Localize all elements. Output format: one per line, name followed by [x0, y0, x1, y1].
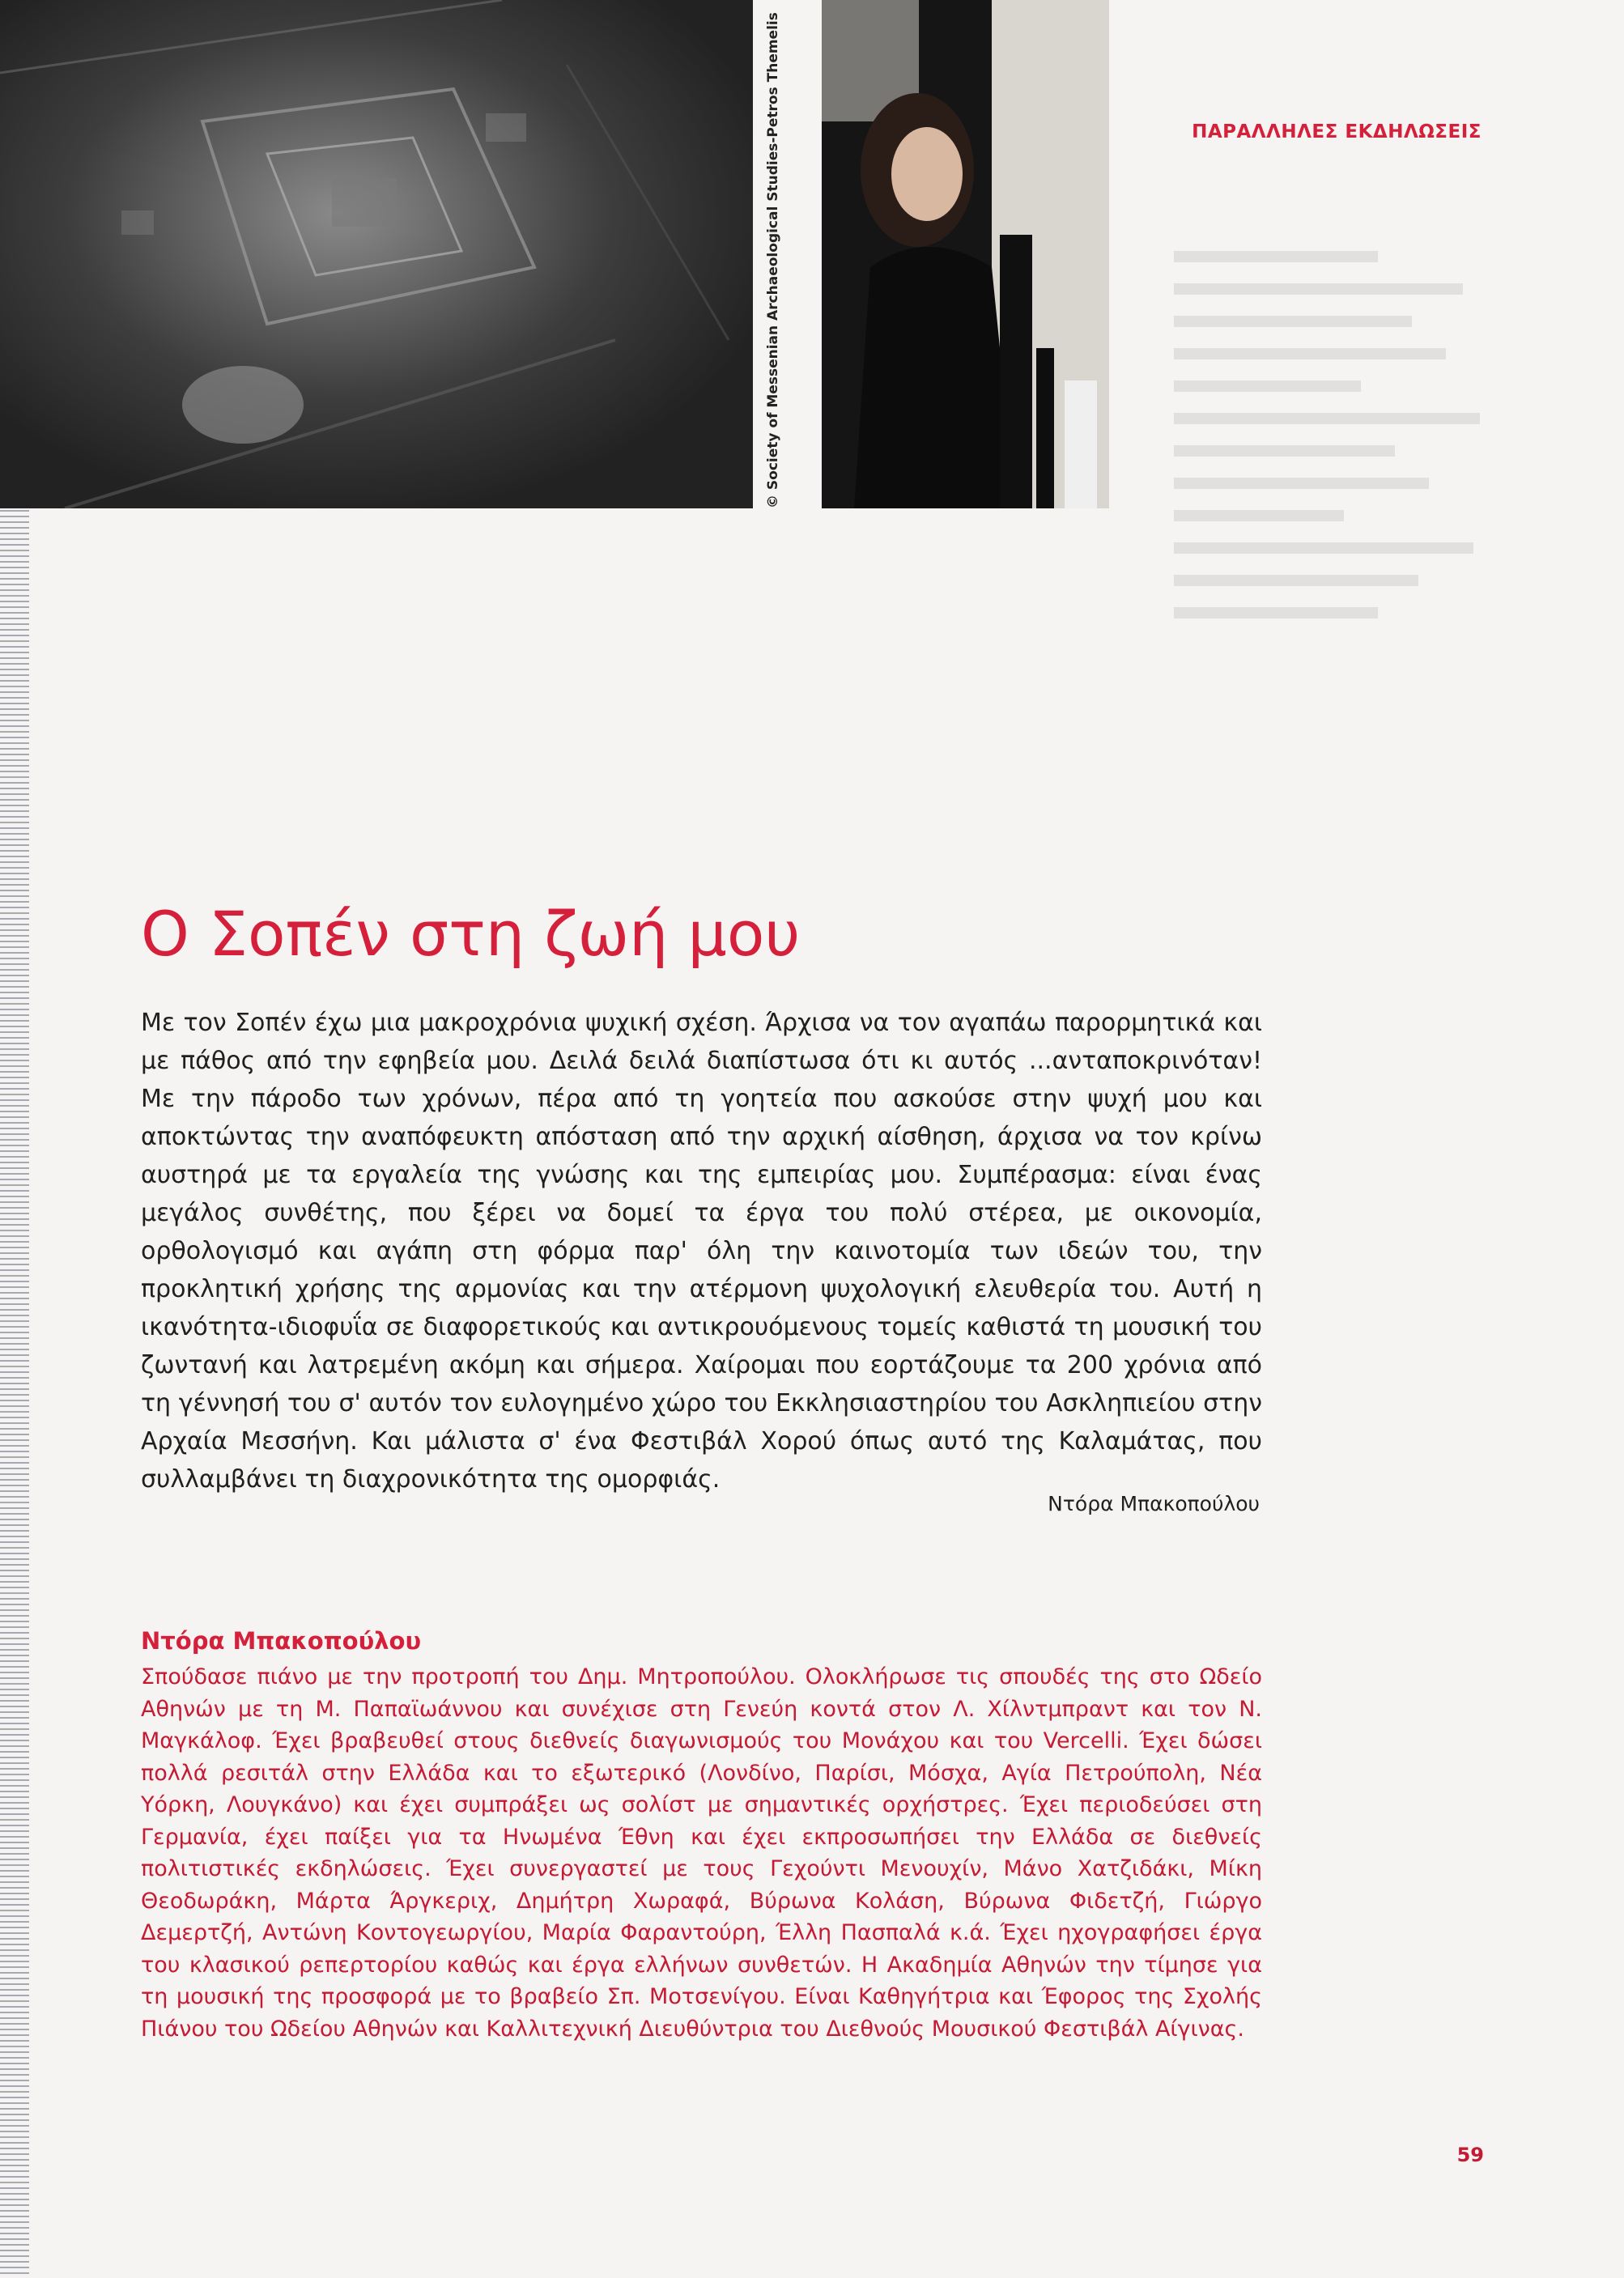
- decorative-stripes: [0, 510, 29, 2278]
- aerial-photo-graphic: [0, 0, 753, 508]
- bio-name: Ντόρα Μπακοπούλου: [141, 1627, 422, 1655]
- pianist-portrait-photo: [822, 0, 1109, 508]
- portrait-graphic: [822, 0, 1109, 508]
- photo-credit: © Society of Messenian Archaeological Studies-Petros Themelis: [765, 12, 781, 508]
- article-signature: Ντόρα Μπακοπούλου: [1048, 1492, 1260, 1515]
- section-label: ΠΑΡΑΛΛΗΛΕΣ ΕΚΔΗΛΩΣΕΙΣ: [1192, 121, 1482, 142]
- page-number: 59: [1456, 2144, 1484, 2166]
- article-title: Ο Σοπέν στη ζωή μου: [141, 898, 801, 970]
- show-through-text: [1174, 251, 1514, 640]
- bio-text: Σπούδασε πιάνο με την προτροπή του Δημ. Μητροπούλου. Ολοκλήρωσε τις σπουδές της στο Ωδείο Αθηνών με τη Μ. Παπαϊωάννου και συνέχισε στη Γενεύη κοντά στον Λ. Χίλντμπραντ και τον Ν. Μαγκάλοφ. Έχει βραβευθεί στους διεθνείς διαγωνισμούς του Μονάχου και του Vercelli. Έχει δώσει πολλά ρεσιτάλ στην Ελλάδα και το εξωτερικό (Λονδίνο, Παρίσι, Μόσχα, Αγία Πετρούπολη, Νέα Υόρκη, Λουγκάνο) και έχει συμπράξει ως σολίστ με σημαντικές ορχήστρες. Έχει περιοδεύσει στη Γερμανία, έχει παίξει για τα Ηνωμένα Έθνη και έχει εκπροσωπήσει την Ελλάδα σε διεθνείς πολιτιστικές εκδηλώσεις. Έχει συνεργαστεί με τους Γεχούντι Μενουχίν, Μάνο Χατζιδάκι, Μίκη Θεοδωράκη, Μάρτα Άργκεριχ, Δημήτρη Χωραφά, Βύρωνα Κολάση, Βύρωνα Φιδετζή, Γιώργο Δεμερτζή, Αντώνη Κοντογεωργίου, Μαρία Φαραντούρη, Έλλη Πασπαλά κ.ά. Έχει ηχογραφήσει έργα του κλασικού ρεπερτορίου καθώς και έργα ελλήνων συνθετών. Η Ακαδημία Αθηνών την τίμησε για τη μουσική της προσφορά με το βραβείο Σπ. Μοτσενίγου. Είναι Καθηγήτρια και Έφορος της Σχολής Πιάνου του Ωδείου Αθηνών και Καλλιτεχνική Διευθύντρια του Διεθνούς Μουσικού Φεστιβάλ Αίγινας.: [141, 1664, 1262, 2042]
- aerial-site-photo: [0, 0, 753, 508]
- article-body: Με τον Σοπέν έχω μια μακροχρόνια ψυχική σχέση. Άρχισα να τον αγαπάω παρορμητικά και με πάθος από την εφηβεία μου. Δειλά δειλά διαπίστωσα ότι κι αυτός ...ανταποκρινόταν! Με την πάροδο των χρόνων, πέρα από τη γοητεία που ασκούσε στην ψυχή μου και αποκτώντας την αναπόφευκτη απόσταση από την αρχική αίσθηση, άρχισα να τον κρίνω αυστηρά με τα εργαλεία της γνώσης και της εμπειρίας μου. Συμπέρασμα: είναι ένας μεγάλος συνθέτης, που ξέρει να δομεί τα έργα του πολύ στέρεα, με οικονομία, ορθολογισμό και αγάπη στη φόρμα παρ' όλη την καινοτομία των ιδεών του, την προκλητική χρήσης της αρμονίας και την ατέρμονη ψυχολογική ελευθερία του. Αυτή η ικανότητα-ιδιοφυΐα σε διαφορετικούς και αντικρουόμενους τομείς καθιστά τη μουσική του ζωντανή και λατρεμένη ακόμη και σήμερα. Χαίρομαι που εορτάζουμε τα 200 χρόνια από τη γέννησή του σ' αυτόν τον ευλογημένο χώρο του Εκκλησιαστηρίου του Ασκληπιείου στην Αρχαία Μεσσήνη. Και μάλιστα σ' ένα Φεστιβάλ Χορού όπως αυτό της Καλαμάτας, που συλλαμβάνει τη διαχρονικότητα της ομορφιάς.: [141, 1009, 1262, 1494]
